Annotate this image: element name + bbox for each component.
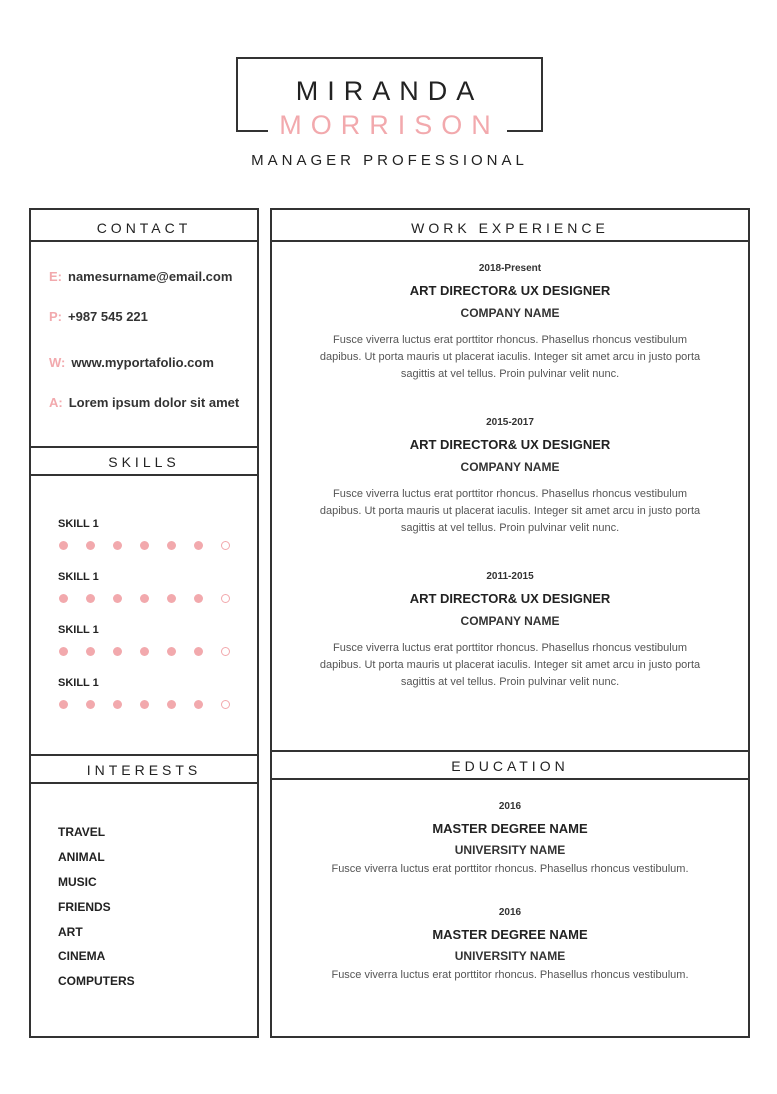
work-description: Fusce viverra luctus erat porttitor rhoncus. Phasellus rhoncus vestibulum dapibus. Ut porta mauris ut placerat iaculis. Integer sit amet arcu in justo porta sagittis at vel tellus. Proin pulvinar velit nunc. <box>319 488 701 534</box>
skill-dot-filled <box>140 541 149 550</box>
interest-item: COMPUTERS <box>58 974 135 988</box>
skills-title: SKILLS <box>108 454 180 470</box>
work-description: Fusce viverra luctus erat porttitor rhoncus. Phasellus rhoncus vestibulum dapibus. Ut porta mauris ut placerat iaculis. Integer sit amet arcu in justo porta sagittis at vel tellus. Proin pulvinar velit nunc. <box>319 334 701 380</box>
skill-dot-filled <box>140 647 149 656</box>
contact-title: CONTACT <box>96 220 192 236</box>
skill-dot-filled <box>167 647 176 656</box>
work-entry-2 <box>272 417 748 537</box>
last-name: MORRISON <box>279 110 500 140</box>
interest-item: FRIENDS <box>58 900 111 914</box>
skill-dot-filled <box>59 700 68 709</box>
education-entry-1 <box>272 801 748 878</box>
first-name: MIRANDA <box>295 76 484 106</box>
contact-address <box>49 395 239 410</box>
education-top-divider <box>270 750 750 752</box>
skill-dot-filled <box>86 594 95 603</box>
contact-address-value: Lorem ipsum dolor sit amet <box>68 395 240 410</box>
interests-top-divider <box>29 754 259 756</box>
skill-label: SKILL 1 <box>58 518 99 530</box>
contact-phone-key: P: <box>49 309 62 324</box>
contact-website-key: W: <box>49 355 66 370</box>
work-role: ART DIRECTOR& UX DESIGNER <box>409 437 611 452</box>
contact-email-key: E: <box>49 269 62 284</box>
work-year: 2018-Present <box>478 263 542 274</box>
skill-dot-filled <box>86 541 95 550</box>
skill-dot-empty <box>221 647 230 656</box>
skill-dot-filled <box>194 700 203 709</box>
contact-title-divider <box>29 240 259 242</box>
skills-top-divider <box>29 446 259 448</box>
work-title: WORK EXPERIENCE <box>411 220 609 236</box>
skill-label: SKILL 1 <box>58 677 99 689</box>
skill-dot-filled <box>140 700 149 709</box>
interests-title-divider <box>29 782 259 784</box>
job-subtitle: MANAGER PROFESSIONAL <box>251 152 528 169</box>
skill-dot-empty <box>221 594 230 603</box>
work-role: ART DIRECTOR& UX DESIGNER <box>409 591 611 606</box>
contact-address-key: A: <box>49 395 63 410</box>
education-year: 2016 <box>498 907 522 918</box>
interests-title: INTERESTS <box>86 762 202 778</box>
education-title: EDUCATION <box>451 758 569 774</box>
skill-dot-filled <box>194 541 203 550</box>
contact-email-value: namesurname@email.com <box>68 269 233 284</box>
interest-item: MUSIC <box>58 875 97 889</box>
skill-dot-empty <box>221 541 230 550</box>
education-entry-2 <box>272 907 748 984</box>
education-school: UNIVERSITY NAME <box>454 949 566 963</box>
education-title-divider <box>270 778 750 780</box>
skill-dot-filled <box>167 594 176 603</box>
work-company: COMPANY NAME <box>460 614 560 628</box>
skill-dot-filled <box>113 541 122 550</box>
work-company: COMPANY NAME <box>460 306 560 320</box>
work-company: COMPANY NAME <box>460 460 560 474</box>
skills-title-divider <box>29 474 259 476</box>
education-school: UNIVERSITY NAME <box>454 843 566 857</box>
work-year: 2015-2017 <box>486 417 534 428</box>
education-degree: MASTER DEGREE NAME <box>432 927 588 942</box>
skill-label: SKILL 1 <box>58 571 99 583</box>
skill-dot-filled <box>167 700 176 709</box>
skill-dot-filled <box>86 647 95 656</box>
skill-dot-filled <box>113 647 122 656</box>
contact-phone-value: +987 545 221 <box>68 309 148 324</box>
skill-dot-filled <box>59 647 68 656</box>
skill-dot-empty <box>221 700 230 709</box>
education-year: 2016 <box>498 801 522 812</box>
contact-website <box>49 355 214 370</box>
work-description: Fusce viverra luctus erat porttitor rhoncus. Phasellus rhoncus vestibulum dapibus. Ut porta mauris ut placerat iaculis. Integer sit amet arcu in justo porta sagittis at vel tellus. Proin pulvinar velit nunc. <box>319 642 701 688</box>
work-entry-1 <box>272 263 748 383</box>
education-degree: MASTER DEGREE NAME <box>432 821 588 836</box>
skill-dot-filled <box>86 700 95 709</box>
work-role: ART DIRECTOR& UX DESIGNER <box>409 283 611 298</box>
contact-phone <box>49 309 148 324</box>
interest-item: ART <box>58 925 83 939</box>
interest-item: TRAVEL <box>58 825 106 839</box>
skill-dot-filled <box>59 541 68 550</box>
skill-dot-filled <box>140 594 149 603</box>
education-description: Fusce viverra luctus erat porttitor rhoncus. Phasellus rhoncus vestibulum. <box>331 969 689 981</box>
skill-dot-filled <box>194 647 203 656</box>
skill-dot-filled <box>113 594 122 603</box>
work-entry-3 <box>272 571 748 691</box>
work-year: 2011-2015 <box>486 571 534 582</box>
work-title-divider <box>270 240 750 242</box>
education-description: Fusce viverra luctus erat porttitor rhoncus. Phasellus rhoncus vestibulum. <box>331 863 689 875</box>
skill-label: SKILL 1 <box>58 624 99 636</box>
interest-item: ANIMAL <box>58 850 105 864</box>
contact-website-value: www.myportafolio.com <box>71 355 214 370</box>
interest-item: CINEMA <box>58 949 106 963</box>
skill-dot-filled <box>167 541 176 550</box>
contact-email <box>49 269 232 284</box>
skill-dot-filled <box>113 700 122 709</box>
skill-dot-filled <box>194 594 203 603</box>
skill-dot-filled <box>59 594 68 603</box>
